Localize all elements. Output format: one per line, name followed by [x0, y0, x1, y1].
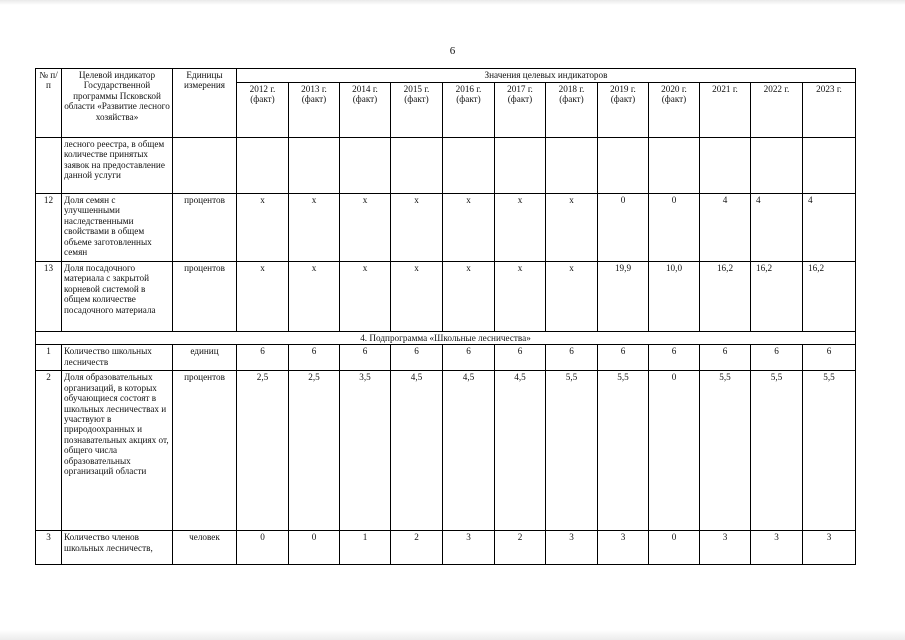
header-year: 2013 г. (факт)	[289, 83, 340, 138]
row-value: 2	[495, 531, 546, 565]
row-value	[700, 138, 751, 194]
row-value: 6	[598, 345, 649, 371]
row-value: 3	[803, 531, 856, 565]
section-row	[36, 332, 856, 345]
row-index: 12	[36, 194, 62, 262]
header-year: 2015 г. (факт)	[391, 83, 443, 138]
table-row	[36, 345, 856, 371]
row-value: 5,5	[700, 371, 751, 531]
row-value	[495, 138, 546, 194]
table-header	[36, 69, 856, 138]
section-title: 4. Подпрограмма «Школьные лесничества»	[36, 332, 856, 345]
row-value: 3	[700, 531, 751, 565]
header-year: 2022 г.	[751, 83, 803, 138]
table-row	[36, 194, 856, 262]
row-value: х	[546, 262, 598, 332]
row-value: 2,5	[237, 371, 289, 531]
header-year: 2018 г. (факт)	[546, 83, 598, 138]
row-value: х	[443, 262, 495, 332]
row-value: 6	[649, 345, 700, 371]
row-index: 1	[36, 345, 62, 371]
table-row	[36, 371, 856, 531]
row-unit: процентов	[173, 194, 237, 262]
row-value: х	[237, 194, 289, 262]
header-year: 2017 г. (факт)	[495, 83, 546, 138]
row-value: 3	[546, 531, 598, 565]
row-value: 6	[803, 345, 856, 371]
row-value: 16,2	[751, 262, 803, 332]
row-value: 4	[700, 194, 751, 262]
row-indicator: лесного реестра, в общем количестве принятых заявок на предоставление данной услуги	[62, 138, 173, 194]
scan-edge-top	[0, 0, 905, 5]
row-value	[803, 138, 856, 194]
row-value	[391, 138, 443, 194]
header-year: 2016 г. (факт)	[443, 83, 495, 138]
row-indicator: Количество членов школьных лесничеств,	[62, 531, 173, 565]
row-index	[36, 138, 62, 194]
row-unit: человек	[173, 531, 237, 565]
row-unit	[173, 138, 237, 194]
row-value: 5,5	[546, 371, 598, 531]
table-row	[36, 531, 856, 565]
row-value: х	[443, 194, 495, 262]
row-value: х	[495, 194, 546, 262]
row-value: 10,0	[649, 262, 700, 332]
row-value: 5,5	[803, 371, 856, 531]
row-index: 2	[36, 371, 62, 531]
scan-edge-bottom	[0, 630, 905, 640]
table-row	[36, 262, 856, 332]
header-year: 2020 г. (факт)	[649, 83, 700, 138]
row-indicator: Доля посадочного материала с закрытой корневой системой в общем количестве посадочного материала	[62, 262, 173, 332]
row-value: 3	[751, 531, 803, 565]
row-value	[598, 138, 649, 194]
row-value: 5,5	[598, 371, 649, 531]
row-value: х	[391, 262, 443, 332]
row-value: 2	[391, 531, 443, 565]
row-value	[751, 138, 803, 194]
row-value: 6	[495, 345, 546, 371]
row-value: 4,5	[391, 371, 443, 531]
row-unit: единиц	[173, 345, 237, 371]
header-unit: Единицы измерения	[173, 69, 237, 138]
row-value: х	[340, 194, 391, 262]
row-value: 6	[443, 345, 495, 371]
header-year: 2012 г. (факт)	[237, 83, 289, 138]
row-unit: процентов	[173, 262, 237, 332]
row-value: 6	[340, 345, 391, 371]
row-value: 3	[443, 531, 495, 565]
row-value: 6	[289, 345, 340, 371]
row-value: х	[289, 262, 340, 332]
row-value: 3	[598, 531, 649, 565]
row-value: х	[237, 262, 289, 332]
row-value: 0	[237, 531, 289, 565]
row-value: 4,5	[495, 371, 546, 531]
target-indicators-table	[35, 68, 856, 565]
row-value: 3,5	[340, 371, 391, 531]
row-value: 0	[598, 194, 649, 262]
row-indicator: Количество школьных лесничеств	[62, 345, 173, 371]
row-value: х	[340, 262, 391, 332]
row-indicator: Доля семян с улучшенными наследственными свойствами в общем объеме заготовленных семян	[62, 194, 173, 262]
row-value: 6	[751, 345, 803, 371]
row-value	[237, 138, 289, 194]
row-value: 4	[803, 194, 856, 262]
header-values-group: Значения целевых индикаторов	[237, 69, 856, 83]
table-body	[36, 138, 856, 565]
row-value: 1	[340, 531, 391, 565]
header-indicator: Целевой индикатор Государственной программы Псковской области «Развитие лесного хозяйства»	[62, 69, 173, 138]
row-value: х	[546, 194, 598, 262]
row-value: 6	[391, 345, 443, 371]
header-year: 2023 г.	[803, 83, 856, 138]
row-value: х	[391, 194, 443, 262]
row-value: 16,2	[700, 262, 751, 332]
page-number: 6	[449, 45, 456, 57]
row-value	[340, 138, 391, 194]
row-value: 2,5	[289, 371, 340, 531]
row-value: х	[495, 262, 546, 332]
row-value: 0	[289, 531, 340, 565]
row-value: 0	[649, 371, 700, 531]
row-value: 6	[546, 345, 598, 371]
row-value: 5,5	[751, 371, 803, 531]
row-value: 6	[700, 345, 751, 371]
row-index: 3	[36, 531, 62, 565]
row-value: 4,5	[443, 371, 495, 531]
row-value: х	[289, 194, 340, 262]
row-value: 0	[649, 531, 700, 565]
row-value	[289, 138, 340, 194]
row-value	[649, 138, 700, 194]
header-year: 2019 г. (факт)	[598, 83, 649, 138]
row-index: 13	[36, 262, 62, 332]
row-value: 0	[649, 194, 700, 262]
table-row	[36, 138, 856, 194]
row-value: 19,9	[598, 262, 649, 332]
row-value: 6	[237, 345, 289, 371]
row-value	[546, 138, 598, 194]
row-value: 4	[751, 194, 803, 262]
row-value: 16,2	[803, 262, 856, 332]
row-indicator: Доля образовательных организаций, в которых обучающиеся состоят в школьных лесничествах и участвуют в природоохранных и познавательных акциях от, общего числа образовательных организаций области	[62, 371, 173, 531]
row-value	[443, 138, 495, 194]
header-year: 2021 г.	[700, 83, 751, 138]
row-unit: процентов	[173, 371, 237, 531]
header-year: 2014 г. (факт)	[340, 83, 391, 138]
header-index: № п/п	[36, 69, 62, 138]
